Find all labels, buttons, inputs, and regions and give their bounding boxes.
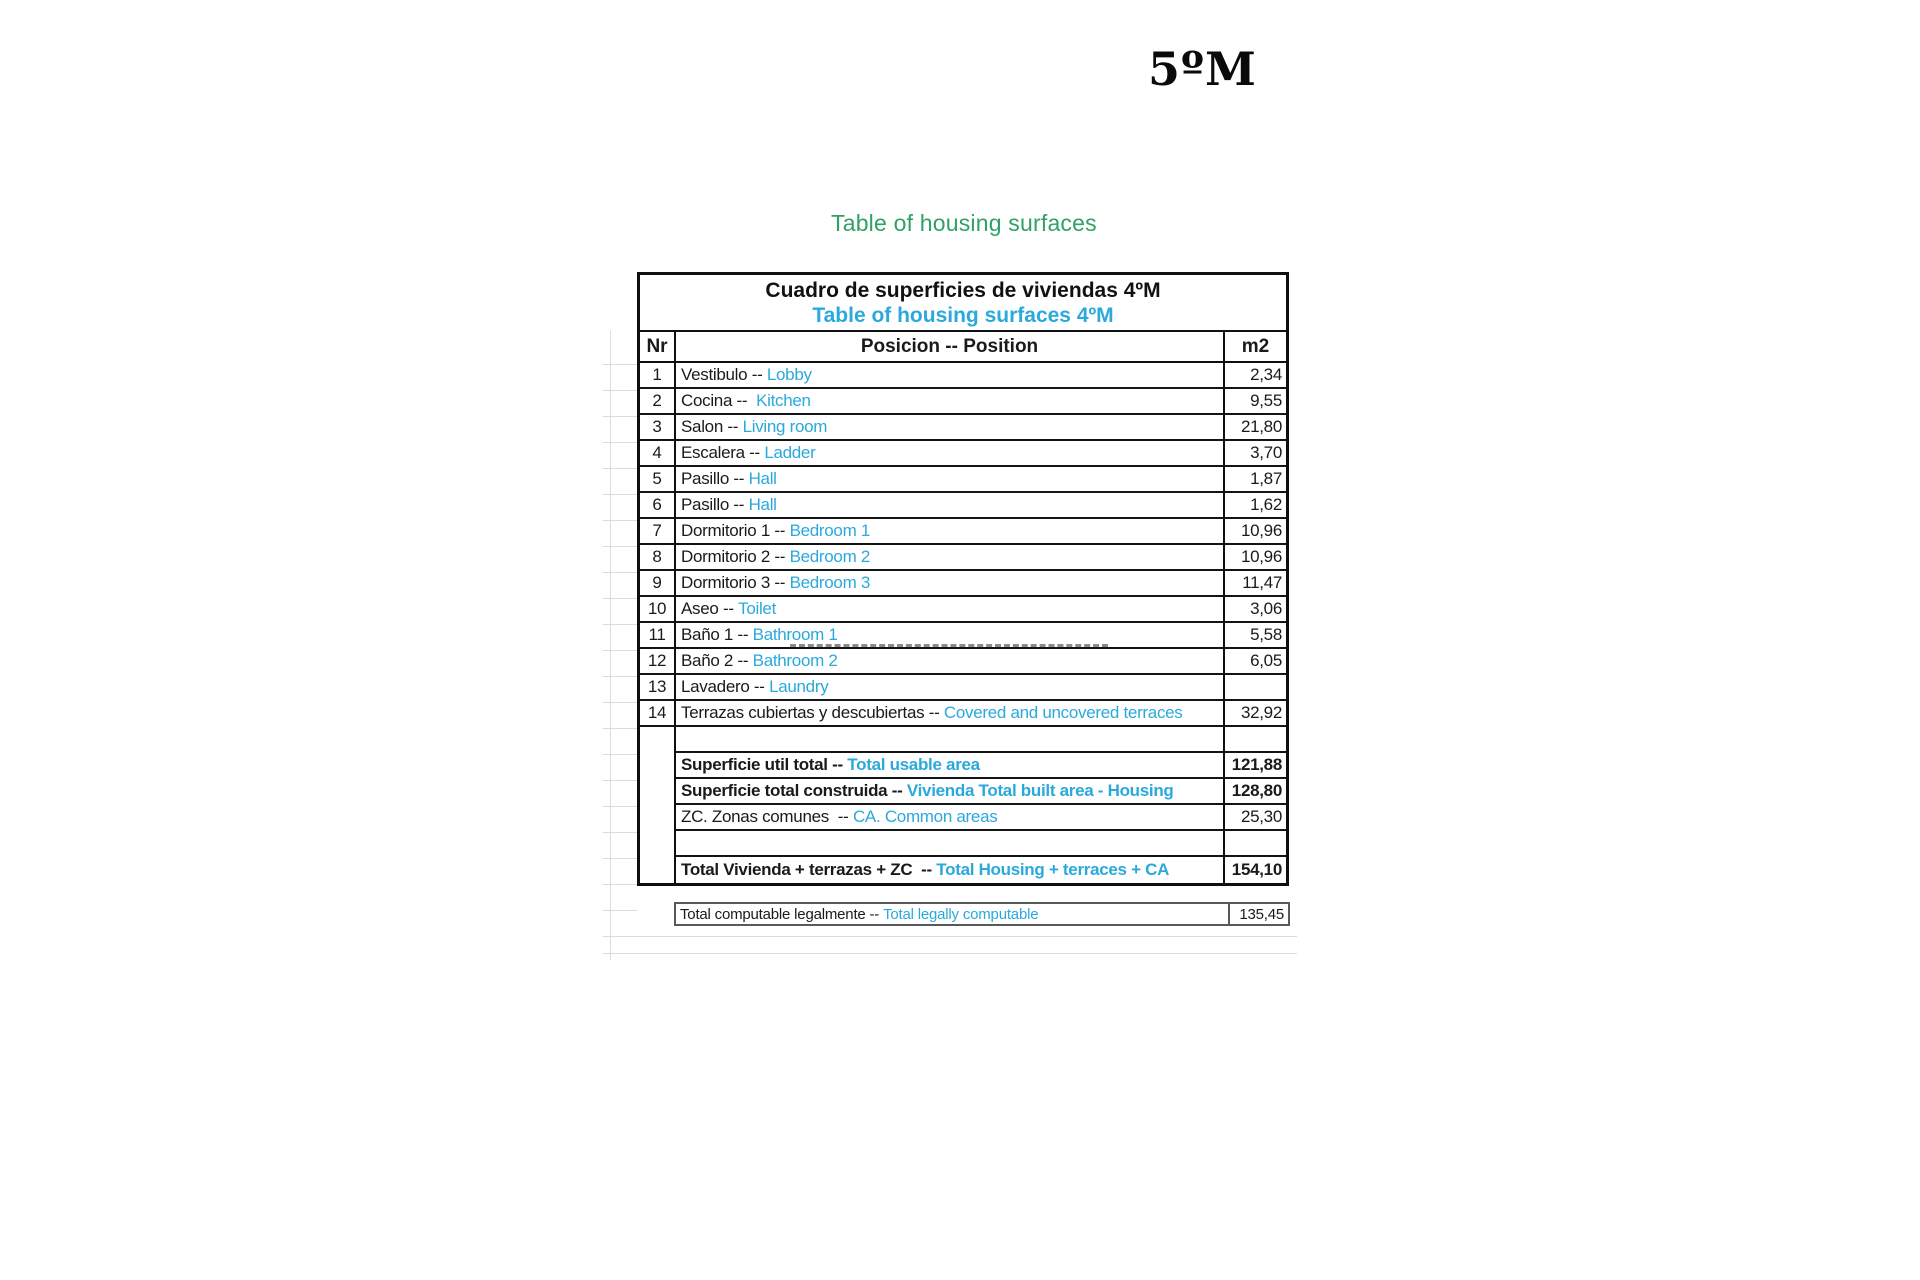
position-label-es: Salon --	[681, 417, 743, 436]
faint-grid-tick	[603, 728, 637, 729]
position-cell	[676, 363, 1223, 389]
area-value-cell: 2,34	[1223, 363, 1286, 389]
dashed-watermark-line	[790, 644, 1108, 647]
faint-grid-tick	[603, 572, 637, 573]
position-cell	[676, 701, 1223, 727]
row-number-cell	[640, 779, 676, 805]
faint-grid-tick	[603, 364, 637, 365]
position-label-en: Bathroom 1	[752, 625, 838, 644]
position-label-es: Dormitorio 3 --	[681, 573, 790, 592]
position-cell	[676, 519, 1223, 545]
faint-grid-tick	[603, 546, 637, 547]
position-cell	[676, 545, 1223, 571]
position-label-es: Superficie util total --	[681, 755, 848, 774]
position-label-es: Lavadero --	[681, 677, 770, 696]
position-label-en: Total Housing + terraces + CA	[936, 860, 1170, 879]
row-number-cell: 14	[640, 701, 676, 727]
row-number-cell	[640, 753, 676, 779]
faint-grid-tick	[603, 806, 637, 807]
row-number-cell	[640, 831, 676, 857]
area-value-cell: 9,55	[1223, 389, 1286, 415]
faint-grid-tick	[603, 624, 637, 625]
area-value-cell	[1223, 831, 1286, 857]
position-label-en: Bathroom 2	[752, 651, 838, 670]
header-m2: m2	[1223, 332, 1286, 361]
table-row	[640, 753, 1286, 779]
area-value-cell: 32,92	[1223, 701, 1286, 727]
position-label-es: Superficie total construida --	[681, 781, 907, 800]
row-number-cell: 5	[640, 467, 676, 493]
position-label-es: Escalera --	[681, 443, 765, 462]
area-value-cell: 154,10	[1223, 857, 1286, 883]
position-cell	[676, 753, 1223, 779]
position-label-es: Pasillo --	[681, 469, 749, 488]
position-cell	[676, 389, 1223, 415]
table-row	[640, 467, 1286, 493]
row-number-cell	[640, 727, 676, 753]
table-row	[640, 389, 1286, 415]
position-cell	[676, 415, 1223, 441]
position-label-en: Ladder	[764, 443, 816, 462]
table-row	[640, 415, 1286, 441]
area-value-cell: 3,06	[1223, 597, 1286, 623]
faint-grid-tick	[603, 442, 637, 443]
row-number-cell: 13	[640, 675, 676, 701]
faint-grid-tick	[603, 884, 637, 885]
table-header-row	[640, 330, 1286, 363]
area-value-cell: 5,58	[1223, 623, 1286, 649]
position-cell	[676, 805, 1223, 831]
surfaces-table	[637, 272, 1289, 886]
row-number-cell: 11	[640, 623, 676, 649]
page-caption: Table of housing surfaces	[831, 210, 1097, 236]
position-label-en: Covered and uncovered terraces	[943, 703, 1183, 722]
faint-grid-tick	[603, 416, 637, 417]
position-cell	[676, 779, 1223, 805]
table-row	[640, 571, 1286, 597]
faint-grid-tick	[603, 858, 637, 859]
row-number-cell	[640, 805, 676, 831]
faint-grid-tick	[603, 520, 637, 521]
row-number-cell: 6	[640, 493, 676, 519]
row-number-cell: 1	[640, 363, 676, 389]
legal-area-value: 135,45	[1228, 904, 1288, 924]
position-label-es: ZC. Zonas comunes --	[681, 807, 853, 826]
faint-grid-tick	[603, 468, 637, 469]
row-number-cell: 3	[640, 415, 676, 441]
faint-grid-tick	[603, 676, 637, 677]
area-value-cell: 3,70	[1223, 441, 1286, 467]
header-nr: Nr	[640, 332, 676, 361]
area-value-cell: 1,87	[1223, 467, 1286, 493]
row-number-cell: 10	[640, 597, 676, 623]
faint-vertical-gridline	[610, 330, 611, 960]
position-label-en: Toilet	[738, 599, 777, 618]
legal-label-es: Total computable legalmente --	[680, 905, 884, 923]
area-value-cell: 6,05	[1223, 649, 1286, 675]
position-cell	[676, 857, 1223, 883]
table-title-english: Table of housing surfaces 4ºM	[812, 304, 1114, 327]
table-row	[640, 727, 1286, 753]
faint-grid-tick	[603, 494, 637, 495]
row-number-cell: 12	[640, 649, 676, 675]
position-label-es: Cocina --	[681, 391, 757, 410]
table-row	[640, 779, 1286, 805]
position-label-en: Hall	[748, 469, 777, 488]
legal-label-en: Total legally computable	[883, 905, 1039, 923]
row-number-cell: 7	[640, 519, 676, 545]
faint-grid-tick	[603, 832, 637, 833]
position-label-en: Bedroom 1	[789, 521, 871, 540]
position-label-es: Baño 2 --	[681, 651, 753, 670]
table-row	[640, 519, 1286, 545]
floor-label: 5ºM	[1148, 42, 1257, 96]
area-value-cell: 25,30	[1223, 805, 1286, 831]
area-value-cell: 1,62	[1223, 493, 1286, 519]
faint-grid-tick	[603, 598, 637, 599]
row-number-cell: 2	[640, 389, 676, 415]
position-cell	[676, 441, 1223, 467]
position-label-es: Aseo --	[681, 599, 739, 618]
legal-total-row	[674, 902, 1290, 926]
position-label-es: Dormitorio 1 --	[681, 521, 790, 540]
faint-grid-tick	[603, 702, 637, 703]
position-label-en: Total usable area	[847, 755, 980, 774]
position-label-en: Bedroom 2	[789, 547, 871, 566]
table-body	[640, 363, 1286, 883]
area-value-cell	[1223, 727, 1286, 753]
position-label-es: Pasillo --	[681, 495, 749, 514]
table-row	[640, 805, 1286, 831]
position-label-en: Hall	[748, 495, 777, 514]
position-cell	[676, 831, 1223, 857]
table-row	[640, 441, 1286, 467]
row-number-cell: 4	[640, 441, 676, 467]
row-number-cell: 9	[640, 571, 676, 597]
position-cell	[676, 727, 1223, 753]
position-cell	[676, 467, 1223, 493]
position-cell	[676, 493, 1223, 519]
table-row	[640, 857, 1286, 883]
header-position: Posicion -- Position	[860, 335, 1039, 357]
faint-grid-tick	[603, 780, 637, 781]
table-title-spanish: Cuadro de superficies de viviendas 4ºM	[765, 279, 1161, 302]
position-cell	[676, 649, 1223, 675]
table-row	[640, 363, 1286, 389]
legal-position-cell	[676, 904, 1228, 924]
area-value-cell: 10,96	[1223, 545, 1286, 571]
area-value-cell	[1223, 675, 1286, 701]
area-value-cell: 21,80	[1223, 415, 1286, 441]
position-label-es: Vestibulo --	[681, 365, 767, 384]
position-label-es: Dormitorio 2 --	[681, 547, 790, 566]
position-label-es: Total Vivienda + terrazas + ZC --	[681, 860, 937, 879]
position-label-en: Living room	[742, 417, 828, 436]
faint-bottom-gridline	[603, 936, 1297, 937]
table-row	[640, 649, 1286, 675]
faint-grid-tick	[603, 910, 637, 911]
position-cell	[676, 571, 1223, 597]
position-label-en: Kitchen	[756, 391, 811, 410]
table-row	[640, 493, 1286, 519]
table-row	[640, 701, 1286, 727]
area-value-cell: 11,47	[1223, 571, 1286, 597]
position-cell	[676, 675, 1223, 701]
faint-grid-tick	[603, 754, 637, 755]
position-label-es: Terrazas cubiertas y descubiertas --	[681, 703, 944, 722]
area-value-cell: 10,96	[1223, 519, 1286, 545]
position-label-en: Laundry	[769, 677, 829, 696]
faint-grid-tick	[603, 390, 637, 391]
area-value-cell: 121,88	[1223, 753, 1286, 779]
table-row	[640, 675, 1286, 701]
position-label-en: Vivienda Total built area - Housing	[906, 781, 1174, 800]
table-row	[640, 545, 1286, 571]
faint-bottom-gridline	[603, 953, 1297, 954]
area-value-cell: 128,80	[1223, 779, 1286, 805]
table-row	[640, 597, 1286, 623]
position-label-en: Lobby	[766, 365, 812, 384]
position-label-en: Bedroom 3	[789, 573, 871, 592]
faint-grid-tick	[603, 650, 637, 651]
position-label-en: CA. Common areas	[852, 807, 998, 826]
position-label-es: Baño 1 --	[681, 625, 753, 644]
position-cell	[676, 597, 1223, 623]
row-number-cell: 8	[640, 545, 676, 571]
table-row	[640, 831, 1286, 857]
row-number-cell	[640, 857, 676, 883]
